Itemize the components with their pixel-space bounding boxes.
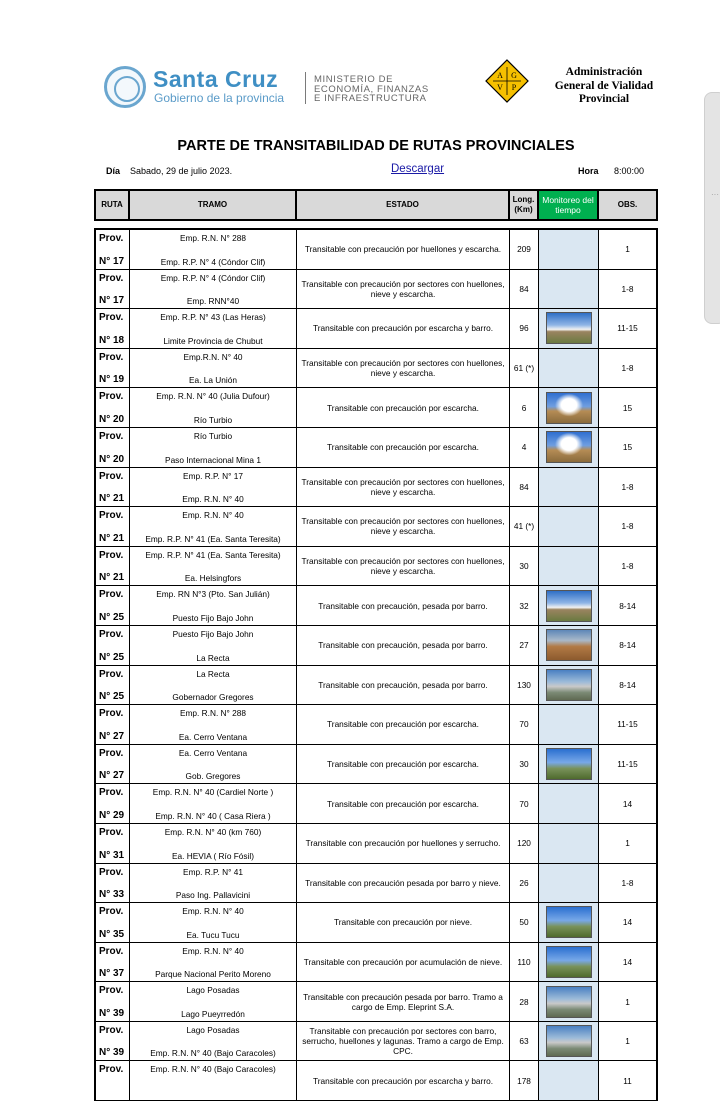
ruta-prov: Prov.: [99, 1024, 124, 1036]
cell-estado: Transitable con precaución por escarcha.: [297, 745, 510, 784]
table-row: [96, 428, 656, 468]
cell-long: 27: [510, 626, 539, 665]
weather-camera-thumbnail[interactable]: [546, 946, 592, 978]
col-ruta: RUTA: [96, 191, 130, 219]
ruta-prov: Prov.: [99, 233, 124, 244]
weather-camera-thumbnail[interactable]: [546, 590, 592, 622]
descargar-link[interactable]: Descargar: [391, 163, 445, 175]
cell-estado: Transitable con precaución por huellones y serrucho.: [297, 824, 510, 863]
ruta-prov: Prov.: [99, 470, 124, 482]
page-scrollbar[interactable]: ···: [704, 92, 720, 324]
ruta-num: N° 25: [99, 651, 125, 663]
cell-ruta: [96, 547, 130, 586]
tramo-desde: Emp. R.P. N° 41: [183, 866, 243, 877]
ruta-prov: Prov.: [99, 945, 124, 957]
tramo-desde: Emp. R.N. N° 40 (Julia Dufour): [156, 391, 270, 402]
cell-obs: 15: [622, 442, 633, 453]
cell-monitoreo: [539, 745, 599, 784]
ruta-num: N° 33: [99, 889, 125, 901]
ruta-num: N° 27: [99, 730, 125, 742]
cell-long: 41 (*): [510, 507, 539, 546]
tramo-desde: Lago Posadas: [186, 1024, 240, 1035]
ruta-num: N° 31: [99, 849, 125, 861]
agvp-name: Administración General de Vialidad Provincial: [554, 66, 654, 105]
tramo-desde: Emp. R.N. N° 40 (Cardiel Norte ): [152, 787, 274, 798]
cell-ruta: [96, 626, 130, 665]
cell-ruta: [96, 982, 130, 1021]
cell-obs: 11-15: [617, 759, 638, 770]
cell-monitoreo: [539, 626, 599, 665]
cell-ruta: [96, 705, 130, 744]
col-monitoreo: Monitoreo del tiempo: [539, 191, 599, 219]
cell-tramo: [130, 943, 297, 982]
santa-cruz-name: Santa Cruz: [153, 66, 279, 92]
cell-long: 6: [510, 388, 539, 427]
tramo-desde: Emp. R.P. N° 17: [183, 470, 243, 481]
ministerio-label: MINISTERIO DE ECONOMÍA, FINANZAS E INFRAESTRUCTURA: [314, 74, 429, 104]
cell-monitoreo: [539, 1022, 599, 1061]
cell-ruta: [96, 1061, 130, 1100]
col-estado: ESTADO: [297, 191, 510, 219]
cell-obs: 1-8: [621, 283, 634, 294]
cell-tramo: [130, 864, 297, 903]
weather-camera-thumbnail[interactable]: [546, 669, 592, 701]
cell-estado: Transitable con precaución por sectores con huellones, nieve y escarcha.: [297, 468, 510, 507]
cell-monitoreo: [539, 507, 599, 546]
ruta-prov: Prov.: [99, 312, 124, 324]
cell-obs: 1: [625, 996, 630, 1007]
cell-ruta: [96, 230, 130, 269]
cell-estado: Transitable con precaución por sectores con huellones, nieve y escarcha.: [297, 547, 510, 586]
tramo-desde: Emp. R.P. N° 41 (Ea. Santa Teresita): [145, 549, 281, 560]
ruta-num: N° 25: [99, 691, 125, 703]
table-row: [96, 468, 656, 508]
hora-label: Hora: [578, 166, 599, 176]
cell-estado: Transitable con precaución por escarcha.: [297, 784, 510, 823]
cell-monitoreo: [539, 586, 599, 625]
agvp-letter-v: V: [497, 83, 503, 92]
cell-ruta: [96, 943, 130, 982]
cell-estado: Transitable con precaución por acumulación de nieve.: [297, 943, 510, 982]
tramo-hasta: Paso Ing. Pallavicini: [175, 890, 251, 901]
ruta-prov: Prov.: [99, 628, 124, 640]
tramo-hasta: Emp. RNN°40: [186, 296, 240, 307]
tramo-hasta: Limite Provincia de Chubut: [163, 335, 263, 346]
cell-monitoreo: [539, 903, 599, 942]
cell-tramo: [130, 547, 297, 586]
tramo-hasta: Emp. R.P. N° 41 (Ea. Santa Teresita): [145, 533, 281, 544]
cell-monitoreo: [539, 705, 599, 744]
cell-long: 96: [510, 309, 539, 348]
tramo-desde: Emp. R.N. N° 40 (Bajo Caracoles): [150, 1064, 276, 1075]
cell-obs: 8-14: [619, 679, 636, 690]
ruta-num: N° 18: [99, 334, 125, 346]
table-row: [96, 349, 656, 389]
cell-estado: Transitable con precaución por huellones y escarcha.: [297, 230, 510, 269]
ruta-prov: Prov.: [99, 787, 124, 799]
table-header: [94, 189, 658, 221]
ruta-num: N° 17: [99, 255, 125, 267]
cell-monitoreo: [539, 864, 599, 903]
cell-tramo: [130, 468, 297, 507]
ruta-num: N° 29: [99, 809, 125, 821]
cell-long: 209: [510, 230, 539, 269]
cell-estado: Transitable con precaución pesada por barro. Tramo a cargo de Emp. Eleprint S.A.: [297, 982, 510, 1021]
tramo-desde: Río Turbio: [193, 430, 233, 441]
cell-estado: Transitable con precaución, pesada por barro.: [297, 666, 510, 705]
cell-long: 30: [510, 547, 539, 586]
table-row: [96, 943, 656, 983]
cell-long: 70: [510, 705, 539, 744]
cell-monitoreo: [539, 230, 599, 269]
cell-tramo: [130, 705, 297, 744]
cell-tramo: [130, 270, 297, 309]
cell-long: 28: [510, 982, 539, 1021]
cell-tramo: [130, 428, 297, 467]
cell-estado: Transitable con precaución por escarcha y barro.: [297, 1061, 510, 1100]
cell-long: 84: [510, 270, 539, 309]
cell-ruta: [96, 666, 130, 705]
tramo-desde: Lago Posadas: [186, 985, 240, 996]
tramo-desde: Emp. RN N°3 (Pto. San Julián): [156, 589, 270, 600]
routes-table: [94, 228, 658, 1101]
ruta-prov: Prov.: [99, 985, 124, 997]
cell-long: 30: [510, 745, 539, 784]
cell-tramo: [130, 388, 297, 427]
table-row: [96, 864, 656, 904]
ruta-num: N° 21: [99, 532, 125, 544]
cell-estado: Transitable con precaución por sectores con barro, serrucho, huellones y lagunas. Tramo a cargo de Emp. CPC.: [297, 1022, 510, 1061]
cell-monitoreo: [539, 309, 599, 348]
tramo-hasta: Río Turbio: [193, 414, 233, 425]
cell-tramo: [130, 626, 297, 665]
cell-obs: 1-8: [621, 481, 634, 492]
cell-tramo: [130, 784, 297, 823]
table-row: [96, 230, 656, 270]
table-row: [96, 982, 656, 1022]
ruta-num: N° 37: [99, 968, 125, 980]
ruta-prov: Prov.: [99, 866, 124, 878]
table-row: [96, 586, 656, 626]
cell-obs: 1-8: [621, 521, 634, 532]
cell-monitoreo: [539, 1061, 599, 1100]
cell-monitoreo: [539, 824, 599, 863]
cell-obs: 14: [622, 798, 633, 809]
cell-monitoreo: [539, 547, 599, 586]
tramo-hasta: Gobernador Gregores: [172, 692, 254, 703]
cell-long: 4: [510, 428, 539, 467]
ruta-prov: Prov.: [99, 826, 124, 838]
table-row: [96, 309, 656, 349]
tramo-hasta: Gob. Gregores: [185, 771, 241, 782]
cell-tramo: [130, 309, 297, 348]
table-row: [96, 666, 656, 706]
cell-ruta: [96, 586, 130, 625]
cell-monitoreo: [539, 349, 599, 388]
weather-camera-thumbnail[interactable]: [546, 906, 592, 938]
cell-tramo: [130, 1022, 297, 1061]
ruta-prov: Prov.: [99, 708, 124, 720]
ruta-prov: Prov.: [99, 430, 124, 442]
tramo-desde: Ea. Cerro Ventana: [178, 747, 248, 758]
tramo-hasta: Emp. R.N. N° 40: [182, 494, 244, 505]
cell-long: 84: [510, 468, 539, 507]
tramo-desde: Emp. R.N. N° 288: [179, 233, 247, 243]
cell-tramo: [130, 1061, 297, 1100]
tramo-hasta: Emp. R.N. N° 40 ( Casa Riera ): [155, 810, 271, 821]
cell-monitoreo: [539, 468, 599, 507]
cell-ruta: [96, 784, 130, 823]
ruta-num: N° 19: [99, 374, 125, 386]
cell-obs: 11-15: [617, 323, 638, 334]
cell-ruta: [96, 388, 130, 427]
table-row: [96, 547, 656, 587]
ruta-prov: Prov.: [99, 549, 124, 561]
cell-tramo: [130, 982, 297, 1021]
table-row: [96, 1022, 656, 1062]
cell-obs: 14: [622, 917, 633, 928]
table-row: [96, 388, 656, 428]
ruta-prov: Prov.: [99, 747, 124, 759]
santa-cruz-subtitle: Gobierno de la provincia: [154, 91, 285, 105]
cell-long: 110: [510, 943, 539, 982]
col-tramo: TRAMO: [130, 191, 297, 219]
weather-camera-thumbnail[interactable]: [546, 986, 592, 1018]
cell-ruta: [96, 745, 130, 784]
cell-monitoreo: [539, 428, 599, 467]
weather-camera-thumbnail[interactable]: [546, 748, 592, 780]
tramo-hasta: Ea. Helsingfors: [184, 573, 242, 584]
tramo-hasta: Ea. HEVIA ( Río Fósil): [171, 850, 255, 861]
cell-long: 130: [510, 666, 539, 705]
weather-camera-thumbnail[interactable]: [546, 392, 592, 424]
cell-tramo: [130, 507, 297, 546]
agvp-letter-g: G: [511, 71, 517, 80]
tramo-hasta: La Recta: [196, 652, 230, 663]
hora-value: 8:00:00: [614, 166, 645, 176]
cell-obs: 15: [622, 402, 633, 413]
cell-ruta: [96, 349, 130, 388]
ruta-num: N° 25: [99, 611, 125, 623]
weather-camera-thumbnail[interactable]: [546, 629, 592, 661]
table-row: [96, 1061, 656, 1101]
tramo-desde: Emp. R.N. N° 40: [182, 510, 244, 521]
cell-tramo: [130, 824, 297, 863]
cell-ruta: [96, 824, 130, 863]
cell-long: 63: [510, 1022, 539, 1061]
cell-obs: 1: [625, 244, 630, 255]
cell-estado: Transitable con precaución por escarcha.: [297, 428, 510, 467]
agvp-letter-a: A: [497, 71, 503, 80]
ruta-prov: Prov.: [99, 510, 124, 522]
ruta-prov: Prov.: [99, 668, 124, 680]
ruta-num: N° 27: [99, 770, 125, 782]
cell-ruta: [96, 864, 130, 903]
cell-estado: Transitable con precaución por escarcha.: [297, 388, 510, 427]
cell-monitoreo: [539, 666, 599, 705]
ruta-num: N° 20: [99, 413, 125, 425]
cell-estado: Transitable con precaución, pesada por barro.: [297, 626, 510, 665]
cell-estado: Transitable con precaución por sectores con huellones, nieve y escarcha.: [297, 349, 510, 388]
cell-tramo: [130, 745, 297, 784]
table-row: [96, 705, 656, 745]
tramo-desde: Emp. R.N. N° 40: [182, 945, 244, 956]
table-row: [96, 270, 656, 310]
cell-ruta: [96, 270, 130, 309]
ruta-num: N° 20: [99, 453, 125, 465]
cell-obs: 1-8: [621, 877, 634, 888]
tramo-hasta: Parque Nacional Perito Moreno: [155, 969, 271, 980]
cell-ruta: [96, 1022, 130, 1061]
tramo-desde: Emp. R.N. N° 40: [182, 906, 244, 917]
tramo-desde: Emp. R.N. N° 40 (km 760): [164, 826, 262, 837]
cell-obs: 11-15: [617, 719, 638, 730]
tramo-desde: Puesto Fijo Bajo John: [172, 628, 254, 639]
cell-long: 61 (*): [510, 349, 539, 388]
cell-obs: 8-14: [619, 600, 636, 611]
cell-obs: 14: [622, 956, 633, 967]
cell-ruta: [96, 309, 130, 348]
tramo-desde: Emp. R.P. N° 43 (Las Heras): [160, 312, 266, 323]
cell-monitoreo: [539, 388, 599, 427]
cell-ruta: [96, 903, 130, 942]
cell-ruta: [96, 468, 130, 507]
col-long: Long. (Km): [510, 191, 539, 219]
tramo-desde: Emp.R.N. N° 40: [183, 351, 243, 362]
table-row: [96, 626, 656, 666]
weather-camera-thumbnail[interactable]: [546, 312, 592, 344]
cell-long: 70: [510, 784, 539, 823]
cell-obs: 1-8: [621, 561, 634, 572]
ruta-num: N° 21: [99, 493, 125, 505]
tramo-desde: Emp. R.P. N° 4 (Cóndor Clif): [160, 272, 266, 283]
tramo-desde: La Recta: [196, 668, 230, 679]
ruta-prov: Prov.: [99, 589, 124, 601]
cell-tramo: [130, 230, 297, 269]
cell-obs: 1: [625, 838, 630, 849]
cell-estado: Transitable con precaución por escarcha y barro.: [297, 309, 510, 348]
ruta-prov: Prov.: [99, 1064, 124, 1076]
cell-long: 50: [510, 903, 539, 942]
ruta-prov: Prov.: [99, 906, 124, 918]
agvp-logo-icon: [485, 59, 529, 103]
ruta-num: N° 35: [99, 928, 125, 940]
table-row: [96, 903, 656, 943]
cell-tramo: [130, 903, 297, 942]
dia-label: Día: [106, 166, 121, 176]
tramo-hasta: Lago Pueyrredón: [181, 1008, 245, 1019]
header-divider: [305, 72, 306, 104]
cell-monitoreo: [539, 982, 599, 1021]
tramo-hasta: Ea. Tucu Tucu: [186, 929, 240, 940]
ruta-prov: Prov.: [99, 272, 124, 284]
tramo-hasta: Emp. R.N. N° 40 (Bajo Caracoles): [150, 1048, 276, 1059]
table-row: [96, 784, 656, 824]
dia-value: Sabado, 29 de julio 2023.: [130, 166, 233, 176]
cell-tramo: [130, 666, 297, 705]
page-title: PARTE DE TRANSITABILIDAD DE RUTAS PROVINCIALES: [177, 138, 575, 154]
cell-estado: Transitable con precaución por sectores con huellones, nieve y escarcha.: [297, 270, 510, 309]
tramo-desde: Emp. R.N. N° 288: [179, 708, 247, 719]
agvp-letter-p: P: [511, 83, 517, 92]
table-row: [96, 507, 656, 547]
tramo-hasta: Ea. La Unión: [189, 375, 237, 386]
santa-cruz-seal-icon: [104, 66, 146, 108]
cell-long: 32: [510, 586, 539, 625]
cell-estado: Transitable con precaución por escarcha.: [297, 705, 510, 744]
table-row: [96, 824, 656, 864]
cell-monitoreo: [539, 784, 599, 823]
cell-estado: Transitable con precaución por nieve.: [297, 903, 510, 942]
tramo-hasta: Puesto Fijo Bajo John: [172, 612, 254, 623]
cell-tramo: [130, 349, 297, 388]
cell-tramo: [130, 586, 297, 625]
col-obs: OBS.: [599, 191, 656, 219]
cell-long: 178: [510, 1061, 539, 1100]
cell-ruta: [96, 428, 130, 467]
ruta-num: N° 39: [99, 1047, 125, 1059]
cell-obs: 1-8: [621, 363, 634, 374]
weather-camera-thumbnail[interactable]: [546, 431, 592, 463]
cell-ruta: [96, 507, 130, 546]
ruta-prov: Prov.: [99, 391, 124, 403]
cell-long: 120: [510, 824, 539, 863]
weather-camera-thumbnail[interactable]: [546, 1025, 592, 1057]
tramo-hasta: Emp. R.P. N° 4 (Cóndor Clif): [160, 256, 266, 267]
cell-monitoreo: [539, 943, 599, 982]
ruta-num: N° 17: [99, 295, 125, 307]
cell-estado: Transitable con precaución, pesada por barro.: [297, 586, 510, 625]
cell-estado: Transitable con precaución pesada por barro y nieve.: [297, 864, 510, 903]
ruta-num: N° 21: [99, 572, 125, 584]
cell-estado: Transitable con precaución por sectores con huellones, nieve y escarcha.: [297, 507, 510, 546]
tramo-hasta: Ea. Cerro Ventana: [178, 731, 248, 742]
cell-monitoreo: [539, 270, 599, 309]
table-row: [96, 745, 656, 785]
ruta-prov: Prov.: [99, 351, 124, 363]
cell-obs: 1: [625, 1036, 630, 1047]
cell-obs: 8-14: [619, 640, 636, 651]
cell-long: 26: [510, 864, 539, 903]
ruta-num: N° 39: [99, 1007, 125, 1019]
cell-obs: 11: [623, 1075, 632, 1086]
tramo-hasta: Paso Internacional Mina 1: [165, 454, 261, 465]
